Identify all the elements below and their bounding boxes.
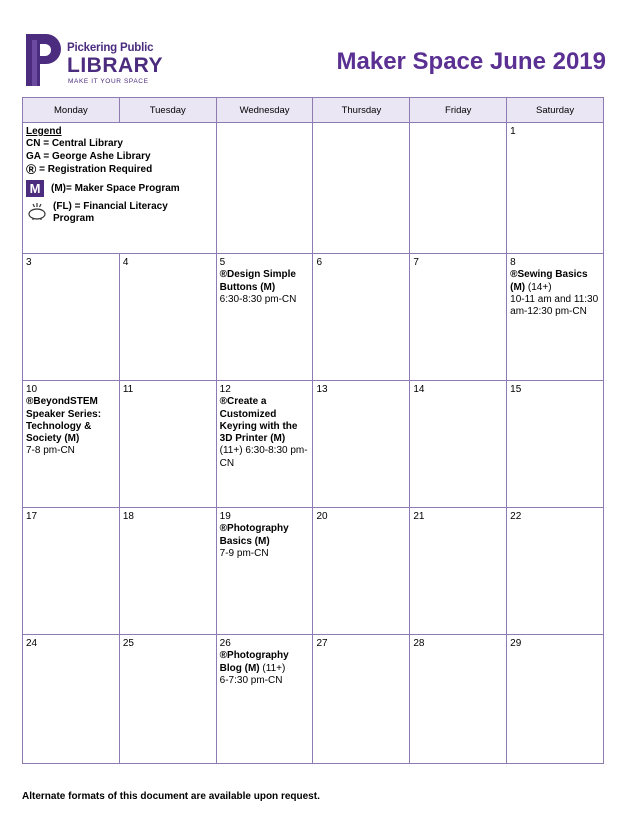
legend-fl-line-1: (FL) = Financial Literacy <box>53 201 168 213</box>
day-number: 13 <box>316 384 328 395</box>
calendar-week <box>23 508 604 635</box>
logo-line-1: Pickering Public <box>67 42 154 54</box>
day-number: 17 <box>26 511 38 522</box>
day-number: 3 <box>26 257 32 268</box>
day-number: 8 <box>510 257 516 268</box>
logo-tagline: MAKE IT YOUR SPACE <box>68 78 149 85</box>
event-time: 7-9 pm-CN <box>219 547 269 559</box>
calendar-day <box>410 508 507 635</box>
event-time: 10-11 am and 11:30 am-12:30 pm-CN <box>510 293 599 318</box>
calendar-day <box>216 635 313 764</box>
legend-cell <box>23 123 217 254</box>
calendar-day-empty <box>313 123 410 254</box>
calendar-day-empty <box>410 123 507 254</box>
day-number: 26 <box>219 638 231 649</box>
calendar-week <box>23 254 604 381</box>
event-title: ®Create a Customized Keyring with the 3D Printer (M) <box>219 396 298 445</box>
weekday-header: Tuesday <box>119 98 216 123</box>
day-number: 24 <box>26 638 38 649</box>
legend-cn: CN = Central Library <box>26 138 123 150</box>
registration-symbol: ® <box>26 160 37 177</box>
event-title: ®BeyondSTEM Speaker Series: Technology & Society (M) <box>26 396 102 445</box>
weekday-header: Thursday <box>313 98 410 123</box>
weekday-header: Wednesday <box>216 98 313 123</box>
calendar-day <box>313 508 410 635</box>
calendar-day <box>410 254 507 381</box>
event-time: 7-8 pm-CN <box>26 445 75 457</box>
calendar-day <box>23 635 120 764</box>
day-number: 27 <box>316 638 328 649</box>
day-number: 12 <box>219 384 231 395</box>
day-number: 7 <box>413 257 419 268</box>
weekday-header: Monday <box>23 98 120 123</box>
calendar-day <box>216 508 313 635</box>
day-number: 19 <box>219 511 231 522</box>
calendar-day <box>507 123 604 254</box>
calendar-day <box>313 381 410 508</box>
calendar-day <box>216 254 313 381</box>
logo-line-2: LIBRARY <box>67 54 164 77</box>
event-age-note: (14+) <box>525 281 552 293</box>
calendar-day <box>410 381 507 508</box>
legend-registration-text: = Registration Required <box>36 163 153 175</box>
legend-ga: GA = George Ashe Library <box>26 150 151 162</box>
day-number: 4 <box>122 257 129 268</box>
calendar-day <box>23 381 120 508</box>
day-number: 28 <box>413 638 425 649</box>
event-title: ®Photography Basics (M) <box>219 523 289 547</box>
calendar-day <box>313 254 410 381</box>
weekday-header-row <box>23 98 604 123</box>
calendar-day <box>313 635 410 764</box>
calendar-week <box>23 381 604 508</box>
library-logo <box>22 30 182 92</box>
legend-maker-space-text: (M)= Maker Space Program <box>51 182 180 194</box>
piggy-bank-icon <box>26 201 48 221</box>
footer-note: Alternate formats of this document are available upon request. <box>22 791 320 802</box>
event-time: 6-7:30 pm-CN <box>219 674 283 686</box>
calendar-table <box>22 97 604 764</box>
day-number: 6 <box>316 257 323 268</box>
page-title: Maker Space June 2019 <box>336 48 606 75</box>
day-number: 1 <box>510 126 516 137</box>
weekday-header: Saturday <box>507 98 604 123</box>
calendar-day <box>216 381 313 508</box>
calendar-day <box>507 635 604 764</box>
event-title: ®Photography Blog (M) <box>219 650 289 674</box>
calendar-day <box>507 381 604 508</box>
day-number: 21 <box>413 511 425 522</box>
calendar-day <box>119 381 216 508</box>
weekday-header: Friday <box>410 98 507 123</box>
event-time: 6:30-8:30 pm-CN <box>219 293 297 305</box>
legend-financial-literacy <box>26 201 213 226</box>
legend-title: Legend <box>26 126 62 137</box>
library-logo-icon <box>22 30 62 88</box>
event-title: ®Sewing Basics (M) <box>510 269 588 293</box>
day-number: 25 <box>122 638 134 649</box>
calendar-day <box>119 254 216 381</box>
legend-maker-space <box>26 180 213 197</box>
day-number: 10 <box>26 384 38 395</box>
day-number: 11 <box>122 384 134 395</box>
day-number: 18 <box>122 511 134 522</box>
event-age-note: (11+) <box>259 662 286 674</box>
calendar-day <box>23 254 120 381</box>
legend-fl-line-2: Program <box>53 213 95 225</box>
calendar-day <box>507 508 604 635</box>
maker-space-icon: M <box>26 180 44 197</box>
day-number: 5 <box>219 257 226 268</box>
calendar-day-empty <box>216 123 313 254</box>
calendar-week <box>23 123 604 254</box>
event-title: ®Design Simple Buttons (M) <box>219 269 296 293</box>
day-number: 15 <box>510 384 522 395</box>
calendar-day <box>410 635 507 764</box>
calendar-day <box>23 508 120 635</box>
calendar-week <box>23 635 604 764</box>
legend-registration <box>26 160 213 177</box>
calendar-day <box>119 508 216 635</box>
day-number: 14 <box>413 384 425 395</box>
calendar-day <box>507 254 604 381</box>
calendar-day <box>119 635 216 764</box>
event-time: (11+) 6:30-8:30 pm-CN <box>219 445 308 469</box>
day-number: 29 <box>510 638 522 649</box>
day-number: 22 <box>510 511 522 522</box>
day-number: 20 <box>316 511 328 522</box>
